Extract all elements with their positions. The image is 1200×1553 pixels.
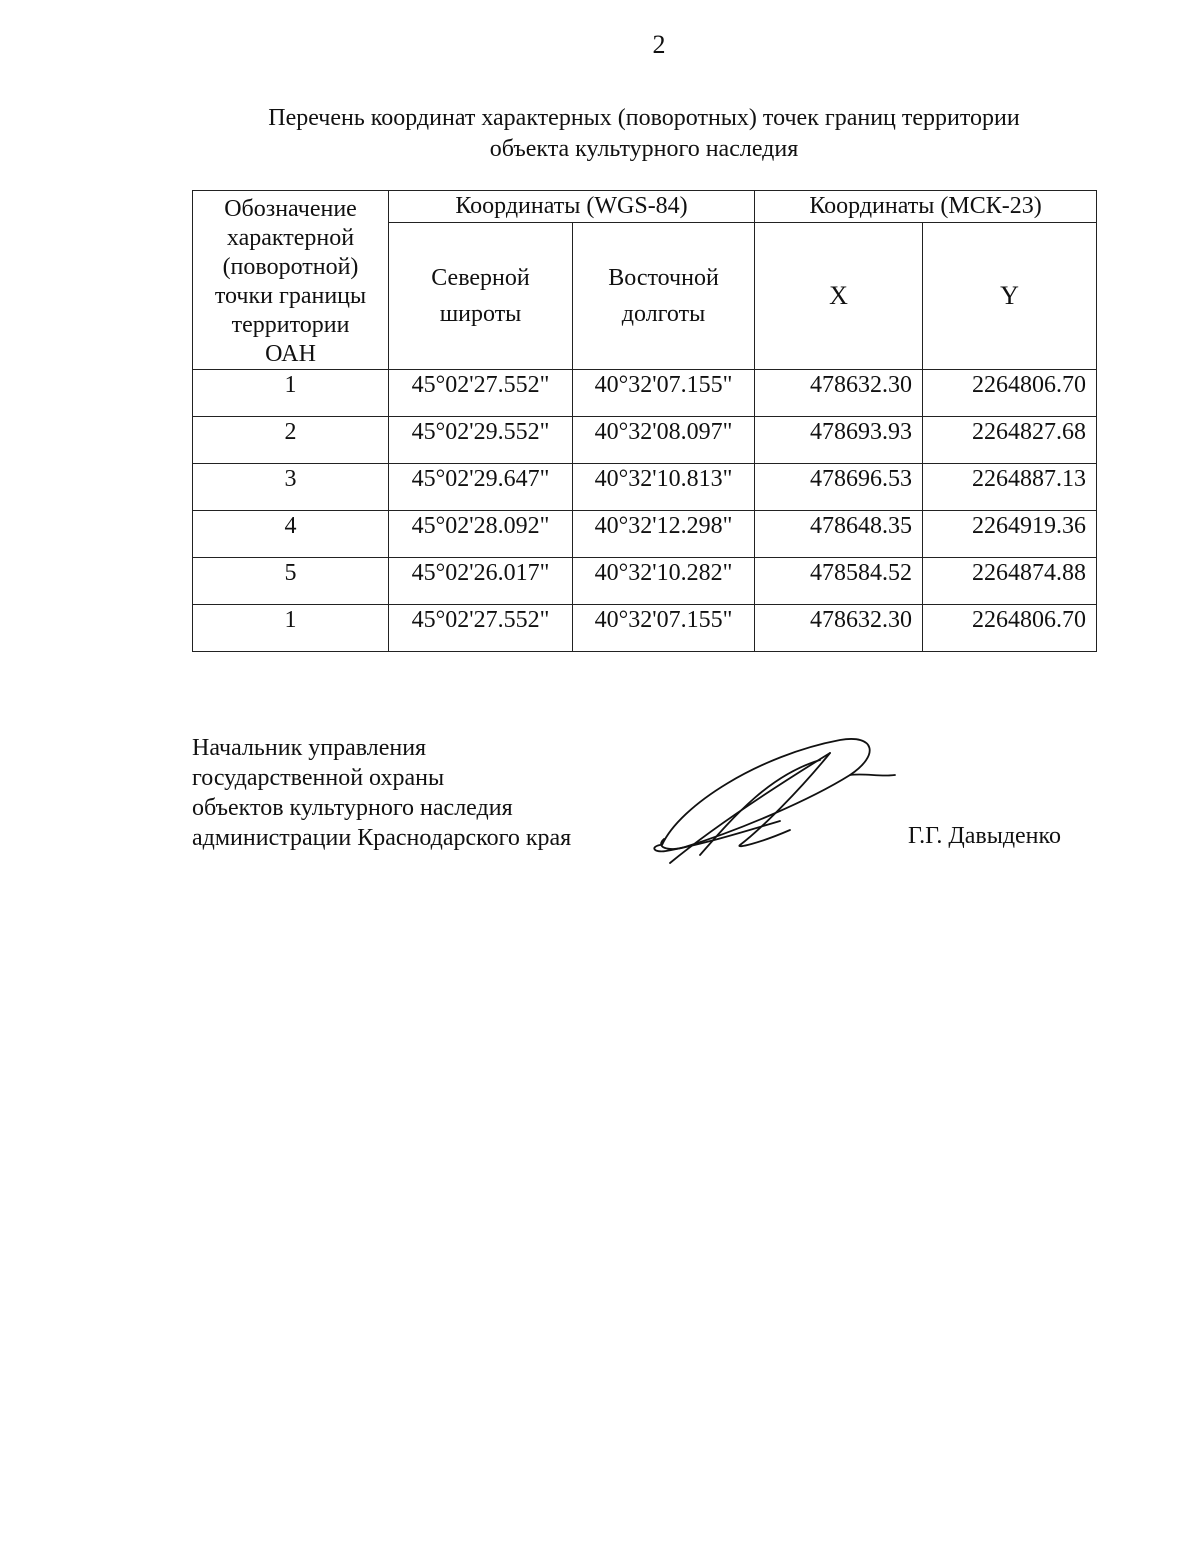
cell-latitude: 45°02'26.017": [389, 558, 573, 605]
cell-x: 478632.30: [755, 370, 923, 417]
cell-y: 2264827.68: [923, 417, 1097, 464]
header-latitude: Северной широты: [389, 222, 573, 369]
header-y: Y: [923, 222, 1097, 369]
handwritten-signature: [640, 735, 910, 875]
cell-longitude: 40°32'10.813": [573, 464, 755, 511]
signer-position-line: администрации Краснодарского края: [192, 825, 572, 851]
signer-position-line: Начальник управления: [192, 735, 427, 761]
header-point-designation: Обозначение характерной (поворотной) точки границы территории ОАН: [193, 191, 389, 370]
table-row: [193, 558, 1097, 605]
coordinates-table: [192, 190, 1097, 652]
page-number: 2: [652, 30, 666, 59]
signer-position: [192, 733, 571, 853]
cell-latitude: 45°02'27.552": [389, 605, 573, 652]
cell-x: 478696.53: [755, 464, 923, 511]
cell-latitude: 45°02'27.552": [389, 370, 573, 417]
table-row: [193, 511, 1097, 558]
cell-point: 3: [193, 464, 389, 511]
title-line-2: объекта культурного наследия: [489, 136, 799, 162]
header-longitude: Восточной долготы: [573, 222, 755, 369]
table-row: [193, 417, 1097, 464]
cell-longitude: 40°32'08.097": [573, 417, 755, 464]
cell-point: 5: [193, 558, 389, 605]
title-line-1: Перечень координат характерных (поворотных) точек границ территории: [268, 105, 1020, 131]
cell-y: 2264806.70: [923, 370, 1097, 417]
header-x: X: [755, 222, 923, 369]
cell-latitude: 45°02'29.647": [389, 464, 573, 511]
cell-x: 478648.35: [755, 511, 923, 558]
cell-point: 1: [193, 605, 389, 652]
cell-y: 2264806.70: [923, 605, 1097, 652]
signer-position-line: государственной охраны: [192, 765, 445, 791]
table-row: [193, 464, 1097, 511]
cell-point: 4: [193, 511, 389, 558]
document-title: [192, 103, 1096, 165]
cell-longitude: 40°32'07.155": [573, 605, 755, 652]
table-row: [193, 370, 1097, 417]
cell-x: 478693.93: [755, 417, 923, 464]
cell-point: 2: [193, 417, 389, 464]
cell-y: 2264874.88: [923, 558, 1097, 605]
cell-x: 478632.30: [755, 605, 923, 652]
header-group-wgs84: Координаты (WGS-84): [389, 191, 755, 223]
cell-y: 2264919.36: [923, 511, 1097, 558]
cell-longitude: 40°32'10.282": [573, 558, 755, 605]
cell-x: 478584.52: [755, 558, 923, 605]
signer-position-line: объектов культурного наследия: [192, 795, 513, 821]
cell-point: 1: [193, 370, 389, 417]
cell-latitude: 45°02'29.552": [389, 417, 573, 464]
header-group-msk23: Координаты (МСК-23): [755, 191, 1097, 223]
table-row: [193, 605, 1097, 652]
signer-name: Г.Г. Давыденко: [908, 823, 1061, 849]
cell-y: 2264887.13: [923, 464, 1097, 511]
cell-latitude: 45°02'28.092": [389, 511, 573, 558]
cell-longitude: 40°32'07.155": [573, 370, 755, 417]
cell-longitude: 40°32'12.298": [573, 511, 755, 558]
